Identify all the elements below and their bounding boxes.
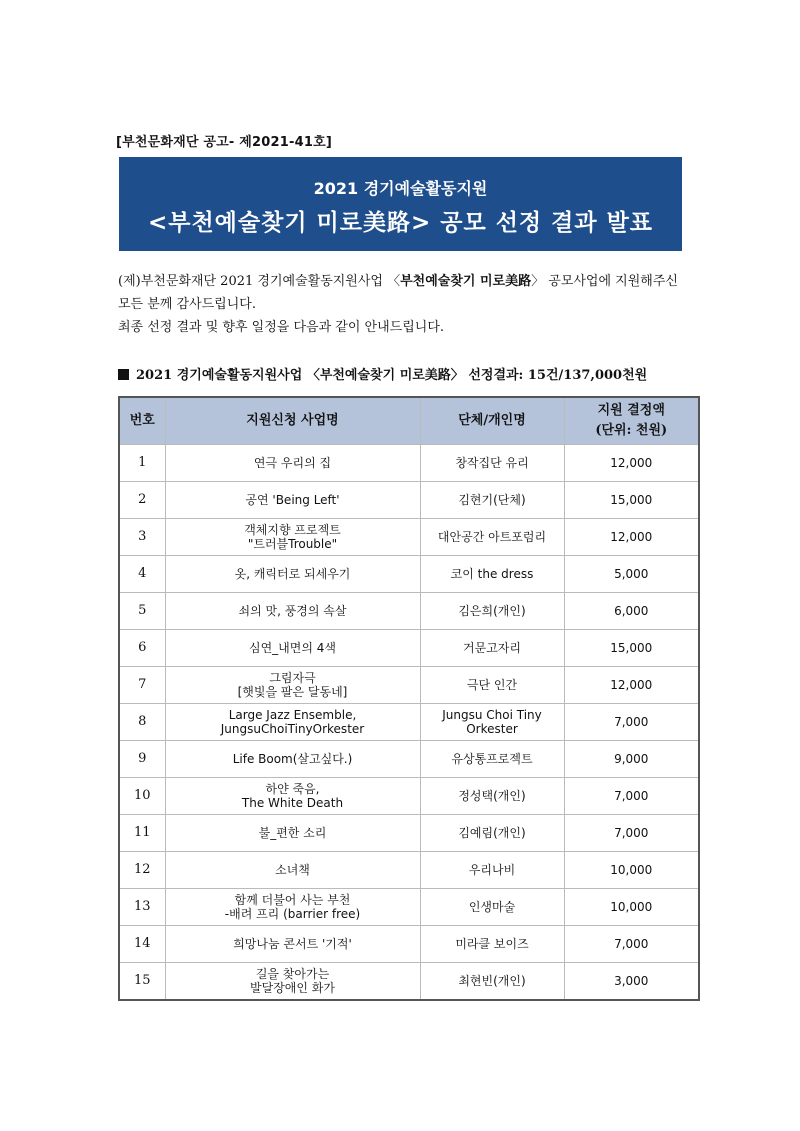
applicant-name [420,926,564,963]
intro-text-a: (제)부천문화재단 2021 경기예술활동지원사업 〈 [118,274,401,289]
applicant-name-line: 거문고자리 [463,641,521,655]
square-bullet-icon [118,369,129,380]
header-applicant: 단체/개인명 [420,397,564,445]
row-number: 3 [119,519,165,556]
applicant-name [420,667,564,704]
banner-subtitle: 2021 경기예술활동지원 [313,179,488,198]
award-amount: 12,000 [564,445,699,482]
project-name-line: 희망나눔 콘서트 '기적' [233,937,352,951]
applicant-name-line: Jungsu Choi Tiny [442,708,542,722]
table-row [119,815,699,852]
header-amount [564,397,699,445]
applicant-name-line: 김예림(개인) [458,826,526,840]
banner-title: <부천예술찾기 미로美路> 공모 선정 결과 발표 [147,210,654,236]
applicant-name-line: 정성택(개인) [458,789,526,803]
project-name-line: Life Boom(살고싶다.) [232,752,353,766]
applicant-name [420,741,564,778]
intro-text-b: 〉 공모사업에 지원해주신 모든 분께 감사드립니다. [118,274,678,312]
project-name [165,482,420,519]
award-amount: 6,000 [564,593,699,630]
applicant-name [420,445,564,482]
applicant-name-line: 미라클 보이즈 [455,937,529,951]
project-name [165,815,420,852]
notice-number: [부천문화재단 공고- 제2021-41호] [116,135,332,150]
project-name-line: 쇠의 맛, 풍경의 속살 [238,604,347,618]
row-number: 1 [119,445,165,482]
award-amount: 12,000 [564,667,699,704]
project-name [165,445,420,482]
applicant-name [420,630,564,667]
award-amount: 9,000 [564,741,699,778]
header-amount-line1: 지원 결정액 [597,403,665,418]
project-name [165,741,420,778]
project-name-line: 옷, 캐릭터로 되세우기 [234,567,351,581]
project-name [165,704,420,741]
table-row [119,667,699,704]
row-number: 8 [119,704,165,741]
applicant-name-line: 창작집단 유리 [455,456,529,470]
row-number: 2 [119,482,165,519]
table-row [119,482,699,519]
project-name-line: 길을 찾아가는 [255,967,330,981]
applicant-name [420,704,564,741]
header-no: 번호 [119,397,165,445]
applicant-name-line: 인생마술 [468,900,516,914]
results-table [118,396,700,1001]
row-number: 12 [119,852,165,889]
award-amount: 15,000 [564,482,699,519]
header-amount-line2: (단위: 천원) [595,423,668,438]
table-row [119,556,699,593]
project-name [165,556,420,593]
row-number: 15 [119,963,165,1001]
project-name [165,889,420,926]
header-project: 지원신청 사업명 [165,397,420,445]
table-row [119,926,699,963]
project-name-line: JungsuChoiTinyOrkester [220,722,365,736]
intro-program-name: 부천예술찾기 미로美路 [400,274,532,289]
applicant-name-line: 우리나비 [468,863,516,877]
row-number: 13 [119,889,165,926]
row-number: 10 [119,778,165,815]
award-amount: 10,000 [564,889,699,926]
project-name [165,852,420,889]
applicant-name [420,519,564,556]
row-number: 5 [119,593,165,630]
award-amount: 5,000 [564,556,699,593]
table-header-row [119,397,699,445]
project-name [165,593,420,630]
award-amount: 7,000 [564,815,699,852]
row-number: 14 [119,926,165,963]
project-name-line: -배려 프리 (barrier free) [224,907,361,921]
award-amount: 7,000 [564,926,699,963]
applicant-name-line: Orkester [466,722,518,736]
table-row [119,741,699,778]
project-name-line: 소녀책 [275,863,310,877]
row-number: 4 [119,556,165,593]
table-row [119,889,699,926]
project-name-line: 심연_내면의 4색 [248,641,336,655]
project-name-line: The White Death [241,796,344,810]
applicant-name [420,889,564,926]
applicant-name [420,778,564,815]
award-amount: 7,000 [564,778,699,815]
row-number: 6 [119,630,165,667]
project-name-line: Large Jazz Ensemble, [228,708,357,722]
project-name [165,519,420,556]
project-name-line: 그림자극 [269,671,316,685]
project-name-line: 공연 'Being Left' [245,493,340,507]
project-name [165,667,420,704]
summary-text: 2021 경기예술활동지원사업 〈부천예술찾기 미로美路〉 선정결과: 15건/137,000천원 [136,368,648,383]
applicant-name-line: 유상통프로젝트 [451,752,533,766]
applicant-name-line: 김은희(개인) [458,604,526,618]
table-row [119,593,699,630]
applicant-name [420,963,564,1001]
award-amount: 10,000 [564,852,699,889]
table-row [119,704,699,741]
project-name-line: 연극 우리의 집 [253,456,332,470]
intro-paragraph-1 [118,270,688,316]
project-name-line: "트러블Trouble" [247,537,338,551]
row-number: 7 [119,667,165,704]
award-amount: 7,000 [564,704,699,741]
award-amount: 3,000 [564,963,699,1001]
project-name-line: 하얀 죽음, [265,782,320,796]
applicant-name [420,482,564,519]
row-number: 11 [119,815,165,852]
applicant-name [420,815,564,852]
project-name [165,926,420,963]
applicant-name [420,852,564,889]
table-row [119,963,699,1001]
project-name-line: [햇빛을 팔은 달동네] [237,685,348,699]
project-name-line: 함께 더불어 사는 부천 [234,893,351,907]
applicant-name-line: 극단 인간 [466,678,518,692]
project-name [165,963,420,1001]
table-row [119,519,699,556]
applicant-name [420,556,564,593]
project-name [165,778,420,815]
project-name-line: 객체지향 프로젝트 [244,523,341,537]
row-number: 9 [119,741,165,778]
project-name [165,630,420,667]
applicant-name-line: 최현빈(개인) [458,974,526,988]
project-name-line: 발달장애인 화가 [250,981,335,995]
award-amount: 12,000 [564,519,699,556]
award-amount: 15,000 [564,630,699,667]
table-row [119,630,699,667]
table-row [119,445,699,482]
selection-summary [118,364,647,383]
applicant-name-line: 대안공간 아트포럼리 [437,530,547,544]
applicant-name-line: 코이 the dress [450,567,534,581]
project-name-line: 불_편한 소리 [258,826,327,840]
table-row [119,852,699,889]
title-banner [119,157,682,251]
applicant-name-line: 김현기(단체) [458,493,526,507]
intro-text [118,270,688,339]
applicant-name [420,593,564,630]
intro-paragraph-2: 최종 선정 결과 및 향후 일정을 다음과 같이 안내드립니다. [118,320,445,335]
table-row [119,778,699,815]
